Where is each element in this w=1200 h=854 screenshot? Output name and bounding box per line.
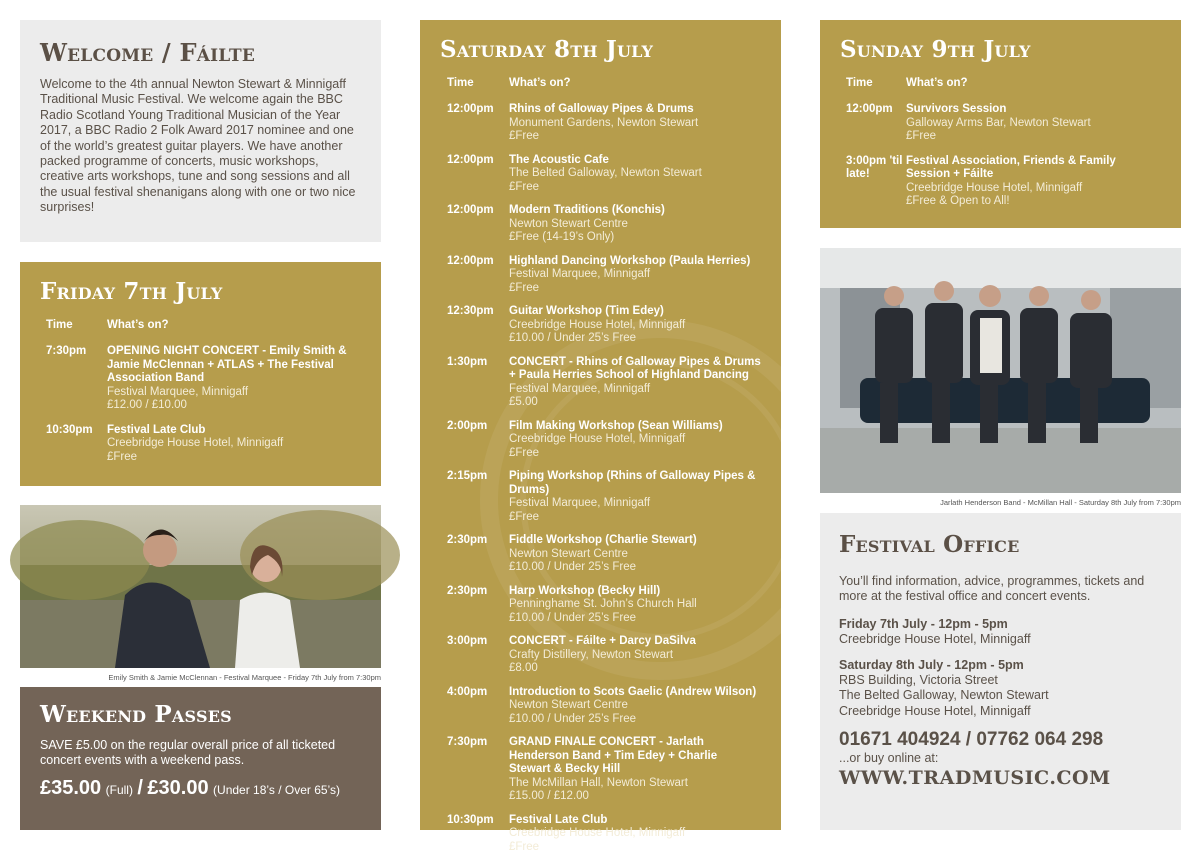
event-title: Festival Late Club: [107, 424, 361, 438]
event-details: [509, 814, 761, 854]
event-details: [107, 424, 361, 465]
event-title: Festival Association, Friends & Family Session + Fáilte: [906, 155, 1161, 182]
sunday-title: Sunday 9th July: [840, 36, 1161, 63]
event-time: 7:30pm: [46, 345, 107, 413]
event-venue: Creebridge House Hotel, Minnigaff: [509, 827, 761, 841]
photo-caption-saturday: Jarlath Henderson Band - McMillan Hall - Saturday 8th July from 7:30pm: [820, 498, 1181, 507]
band-photo-image: [820, 248, 1181, 493]
event-venue: Newton Stewart Centre: [509, 699, 761, 713]
event-price: £8.00: [509, 662, 761, 676]
event-time: 10:30pm: [447, 814, 509, 854]
whats-on-column-header: What’s on?: [107, 319, 169, 331]
event-time: 3:00pm: [447, 635, 509, 676]
event-title: GRAND FINALE CONCERT - Jarlath Henderson Band + Tim Edey + Charlie Stewart & Becky Hill: [509, 736, 761, 777]
office-saturday-line: RBS Building, Victoria Street: [839, 673, 1162, 688]
event-row: [846, 155, 1161, 209]
event-time: 4:00pm: [447, 686, 509, 727]
event-title: Festival Late Club: [509, 814, 761, 828]
event-venue: Galloway Arms Bar, Newton Stewart: [906, 117, 1161, 131]
saturday-event-list: [447, 103, 761, 854]
event-time: 2:30pm: [447, 585, 509, 626]
friday-event-list: [46, 345, 361, 464]
event-details: [509, 635, 761, 676]
saturday-title: Saturday 8th July: [440, 36, 761, 63]
event-time: 12:00pm: [447, 204, 509, 245]
event-venue: Creebridge House Hotel, Minnigaff: [509, 319, 761, 333]
event-venue: Festival Marquee, Minnigaff: [107, 386, 361, 400]
office-intro: You’ll find information, advice, programmes, tickets and more at the festival office and concert events.: [839, 574, 1162, 605]
event-venue: Festival Marquee, Minnigaff: [509, 383, 761, 397]
event-venue: Newton Stewart Centre: [509, 548, 761, 562]
sunday-event-list: [846, 103, 1161, 209]
event-title: CONCERT - Fáilte + Darcy DaSilva: [509, 635, 761, 649]
event-details: [509, 255, 761, 296]
concession-price-label: (Under 18’s / Over 65’s): [213, 783, 340, 797]
duo-photo-image: [20, 505, 381, 668]
weekend-passes-panel: [20, 687, 381, 830]
event-venue: Creebridge House Hotel, Minnigaff: [509, 433, 761, 447]
event-time: 2:15pm: [447, 470, 509, 524]
event-venue: The McMillan Hall, Newton Stewart: [509, 777, 761, 791]
event-price: £Free & Open to All!: [906, 195, 1161, 209]
event-row: [447, 204, 761, 245]
event-title: Modern Traditions (Konchis): [509, 204, 761, 218]
friday-schedule-header: [46, 319, 361, 331]
event-venue: Creebridge House Hotel, Minnigaff: [906, 182, 1161, 196]
welcome-title: Welcome / Fáilte: [40, 38, 361, 67]
event-price: £10.00 / Under 25’s Free: [509, 332, 761, 346]
event-price: £5.00: [509, 396, 761, 410]
event-title: OPENING NIGHT CONCERT - Emily Smith & Jamie McClennan + ATLAS + The Festival Association Band: [107, 345, 361, 386]
event-price: £10.00 / Under 25’s Free: [509, 713, 761, 727]
price-separator: /: [137, 777, 143, 799]
office-friday-heading: Friday 7th July - 12pm - 5pm: [839, 617, 1162, 632]
event-row: [46, 345, 361, 413]
event-time: 7:30pm: [447, 736, 509, 804]
whats-on-column-header: What’s on?: [906, 77, 968, 89]
event-row: [447, 420, 761, 461]
event-row: [46, 424, 361, 465]
event-time: 1:30pm: [447, 356, 509, 410]
sunday-panel: [820, 20, 1181, 228]
photo-jarlath-henderson-band: [820, 248, 1181, 493]
event-row: [447, 736, 761, 804]
event-title: Film Making Workshop (Sean Williams): [509, 420, 761, 434]
office-friday-line: Creebridge House Hotel, Minnigaff: [839, 632, 1162, 647]
office-saturday-line: Creebridge House Hotel, Minnigaff: [839, 704, 1162, 719]
event-row: [447, 255, 761, 296]
time-column-header: Time: [447, 77, 509, 89]
office-saturday-line: The Belted Galloway, Newton Stewart: [839, 688, 1162, 703]
event-price: £10.00 / Under 25’s Free: [509, 612, 761, 626]
event-title: Introduction to Scots Gaelic (Andrew Wilson): [509, 686, 761, 700]
event-details: [509, 585, 761, 626]
event-time: 12:00pm: [447, 255, 509, 296]
office-online-text: ...or buy online at:: [839, 751, 1162, 766]
event-price: £15.00 / £12.00: [509, 790, 761, 804]
event-price: £12.00 / £10.00: [107, 399, 361, 413]
event-details: [509, 736, 761, 804]
event-row: [447, 470, 761, 524]
event-time: 12:00pm: [447, 154, 509, 195]
event-time: 2:00pm: [447, 420, 509, 461]
event-price: £Free: [509, 181, 761, 195]
event-time: 3:00pm 'til late!: [846, 155, 906, 209]
event-details: [906, 103, 1161, 144]
saturday-panel: [420, 20, 781, 830]
event-price: £Free: [509, 130, 761, 144]
event-venue: Festival Marquee, Minnigaff: [509, 497, 761, 511]
event-venue: Creebridge House Hotel, Minnigaff: [107, 437, 361, 451]
photo-caption-friday: Emily Smith & Jamie McClennan - Festival Marquee - Friday 7th July from 7:30pm: [20, 673, 381, 682]
event-row: [447, 585, 761, 626]
event-time: 12:00pm: [846, 103, 906, 144]
time-column-header: Time: [846, 77, 906, 89]
event-venue: Penninghame St. John’s Church Hall: [509, 598, 761, 612]
event-details: [509, 204, 761, 245]
website-link[interactable]: WWW.TRADMUSIC.COM: [839, 766, 1162, 790]
photo-emily-smith-jamie-mcclennan: [20, 505, 381, 668]
event-title: Rhins of Galloway Pipes & Drums: [509, 103, 761, 117]
event-venue: Monument Gardens, Newton Stewart: [509, 117, 761, 131]
time-column-header: Time: [46, 319, 107, 331]
friday-panel: [20, 262, 381, 486]
event-venue: Festival Marquee, Minnigaff: [509, 268, 761, 282]
event-price: £Free: [509, 447, 761, 461]
event-details: [906, 155, 1161, 209]
event-title: Guitar Workshop (Tim Edey): [509, 305, 761, 319]
event-price: £Free: [509, 841, 761, 854]
event-time: 12:00pm: [447, 103, 509, 144]
office-phone[interactable]: 01671 404924 / 07762 064 298: [839, 729, 1162, 751]
event-venue: Newton Stewart Centre: [509, 218, 761, 232]
event-title: The Acoustic Cafe: [509, 154, 761, 168]
festival-office-title: Festival Office: [839, 531, 1162, 558]
full-price: £35.00: [40, 777, 101, 799]
whats-on-column-header: What’s on?: [509, 77, 571, 89]
event-row: [447, 686, 761, 727]
event-details: [509, 470, 761, 524]
concession-price: £30.00: [147, 777, 208, 799]
sunday-schedule-header: [846, 77, 1161, 89]
event-row: [447, 356, 761, 410]
office-saturday-heading: Saturday 8th July - 12pm - 5pm: [839, 658, 1162, 673]
saturday-schedule-header: [447, 77, 761, 89]
welcome-panel: [20, 20, 381, 242]
event-title: Piping Workshop (Rhins of Galloway Pipes & Drums): [509, 470, 761, 497]
full-price-label: (Full): [106, 783, 133, 797]
event-title: Harp Workshop (Becky Hill): [509, 585, 761, 599]
event-price: £10.00 / Under 25’s Free: [509, 561, 761, 575]
event-details: [509, 686, 761, 727]
event-row: [447, 814, 761, 854]
event-venue: The Belted Galloway, Newton Stewart: [509, 167, 761, 181]
weekend-passes-prices: [40, 777, 361, 800]
event-title: Highland Dancing Workshop (Paula Herries): [509, 255, 761, 269]
welcome-body: Welcome to the 4th annual Newton Stewart & Minnigaff Traditional Music Festival. We welcome again the BBC Radio Scotland Young Traditional Musician of the Year 2017, a BBC Radio 2 Folk Award 2017 nominee and one of the world’s greatest guitar players. We have another packed programme of concerts, music workshops, creative arts workshops, tune and song sessions and all the usual festival shenanigans along with one or two nice surprises!: [40, 77, 361, 216]
event-title: CONCERT - Rhins of Galloway Pipes & Drums + Paula Herries School of Highland Dancing: [509, 356, 761, 383]
event-details: [509, 305, 761, 346]
event-price: £Free: [509, 282, 761, 296]
event-details: [509, 420, 761, 461]
event-row: [447, 305, 761, 346]
event-price: £Free: [107, 451, 361, 465]
festival-office-panel: [820, 513, 1181, 830]
event-time: 2:30pm: [447, 534, 509, 575]
event-details: [509, 356, 761, 410]
event-time: 10:30pm: [46, 424, 107, 465]
weekend-passes-title: Weekend Passes: [40, 701, 361, 728]
event-price: £Free (14-19’s Only): [509, 231, 761, 245]
event-row: [447, 103, 761, 144]
event-venue: Crafty Distillery, Newton Stewart: [509, 649, 761, 663]
event-title: Fiddle Workshop (Charlie Stewart): [509, 534, 761, 548]
event-row: [447, 534, 761, 575]
event-details: [107, 345, 361, 413]
event-price: £Free: [906, 130, 1161, 144]
event-title: Survivors Session: [906, 103, 1161, 117]
event-details: [509, 534, 761, 575]
event-row: [846, 103, 1161, 144]
event-time: 12:30pm: [447, 305, 509, 346]
event-row: [447, 154, 761, 195]
event-price: £Free: [509, 511, 761, 525]
event-row: [447, 635, 761, 676]
weekend-passes-body: SAVE £5.00 on the regular overall price of all ticketed concert events with a weekend pass.: [40, 738, 361, 769]
event-details: [509, 103, 761, 144]
friday-title: Friday 7th July: [40, 278, 361, 305]
event-details: [509, 154, 761, 195]
